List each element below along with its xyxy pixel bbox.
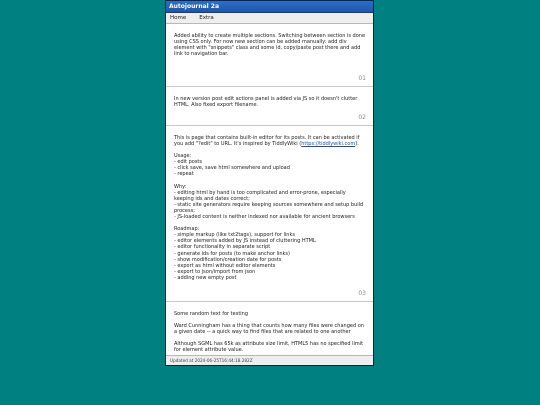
posts-container — [166, 24, 373, 366]
post — [166, 24, 373, 87]
updated-timestamp: Updated at 2024-06-25T16:44:18.282Z — [170, 358, 253, 363]
usage-list — [174, 153, 367, 177]
list-line: - generate ids for posts (to make anchor links) — [174, 250, 290, 257]
tiddlywiki-link[interactable]: https://tiddlywiki.com — [301, 141, 356, 148]
list-line: Usage: — [174, 153, 192, 160]
post-number: 02 — [358, 113, 366, 121]
app-title: Autojournal 2a — [169, 3, 220, 10]
menu-extra[interactable]: Extra — [199, 15, 214, 21]
menu-home[interactable]: Home — [170, 15, 187, 21]
list-line: - export to json/import from json — [174, 268, 256, 275]
list-line: - editor elements added by JS instead of cluttering HTML — [174, 238, 316, 245]
list-line: - editor functionality in separate script — [174, 244, 271, 251]
title-bar — [166, 1, 373, 13]
list-line: - editing html by hand is too complicated and error-prone, especially keeping ids and dates correct; — [174, 189, 346, 202]
post-text: Although SGML has 65k as attribute size limit, HTML5 has no specified limit for element attribute value. — [174, 341, 364, 354]
list-line: - repeat — [174, 171, 194, 178]
post-intro-end: ). — [355, 141, 359, 148]
status-footer — [166, 355, 373, 365]
app-window — [165, 0, 374, 366]
list-line: - static site generators require keeping sources somewhere and setup build process; — [174, 201, 364, 214]
post-text: Some random text for testing — [174, 311, 249, 317]
list-line: Why: — [174, 183, 187, 190]
post — [166, 126, 373, 302]
post-text: Added ability to create multiple sections. Switching between section is done using CSS only. For now new section can be added manually: add div element with "snippets" class and some id, copy/paste post there and add link to navigation bar. — [174, 33, 366, 58]
roadmap-list — [174, 226, 367, 281]
list-line: - show modification/creation date for posts — [174, 256, 282, 263]
post-intro-text: This is page that contains built-in editor for its posts. It can be activated if you add "?edit" to URL. It's inspired by TiddlyWiki ( — [174, 135, 360, 148]
post-number: 01 — [358, 74, 366, 82]
post — [166, 87, 373, 126]
menu-bar — [166, 13, 373, 24]
list-line: - edit posts — [174, 159, 202, 166]
list-line: - adding new empty post — [174, 274, 237, 281]
list-line: - export as html without editor elements — [174, 262, 276, 269]
post-intro — [174, 135, 367, 147]
post-text: Ward Cunningham has a thing that counts how many files were changed on a given date -- a quick way to find files that are related to one another — [174, 323, 364, 336]
list-line: - simple markup (like txt2tags), support for links — [174, 232, 295, 239]
list-line: Roadmap: — [174, 226, 200, 233]
post-number: 03 — [358, 289, 366, 297]
post-text: In new version post edit actions panel is added via JS so it doesn't clutter HTML. Also fixed export filename. — [174, 96, 358, 109]
list-line: - click save, save html somewhere and upload — [174, 165, 290, 172]
why-list — [174, 184, 367, 221]
list-line: - JS-loaded content is neither indexed nor available for ancient browsers — [174, 214, 355, 221]
